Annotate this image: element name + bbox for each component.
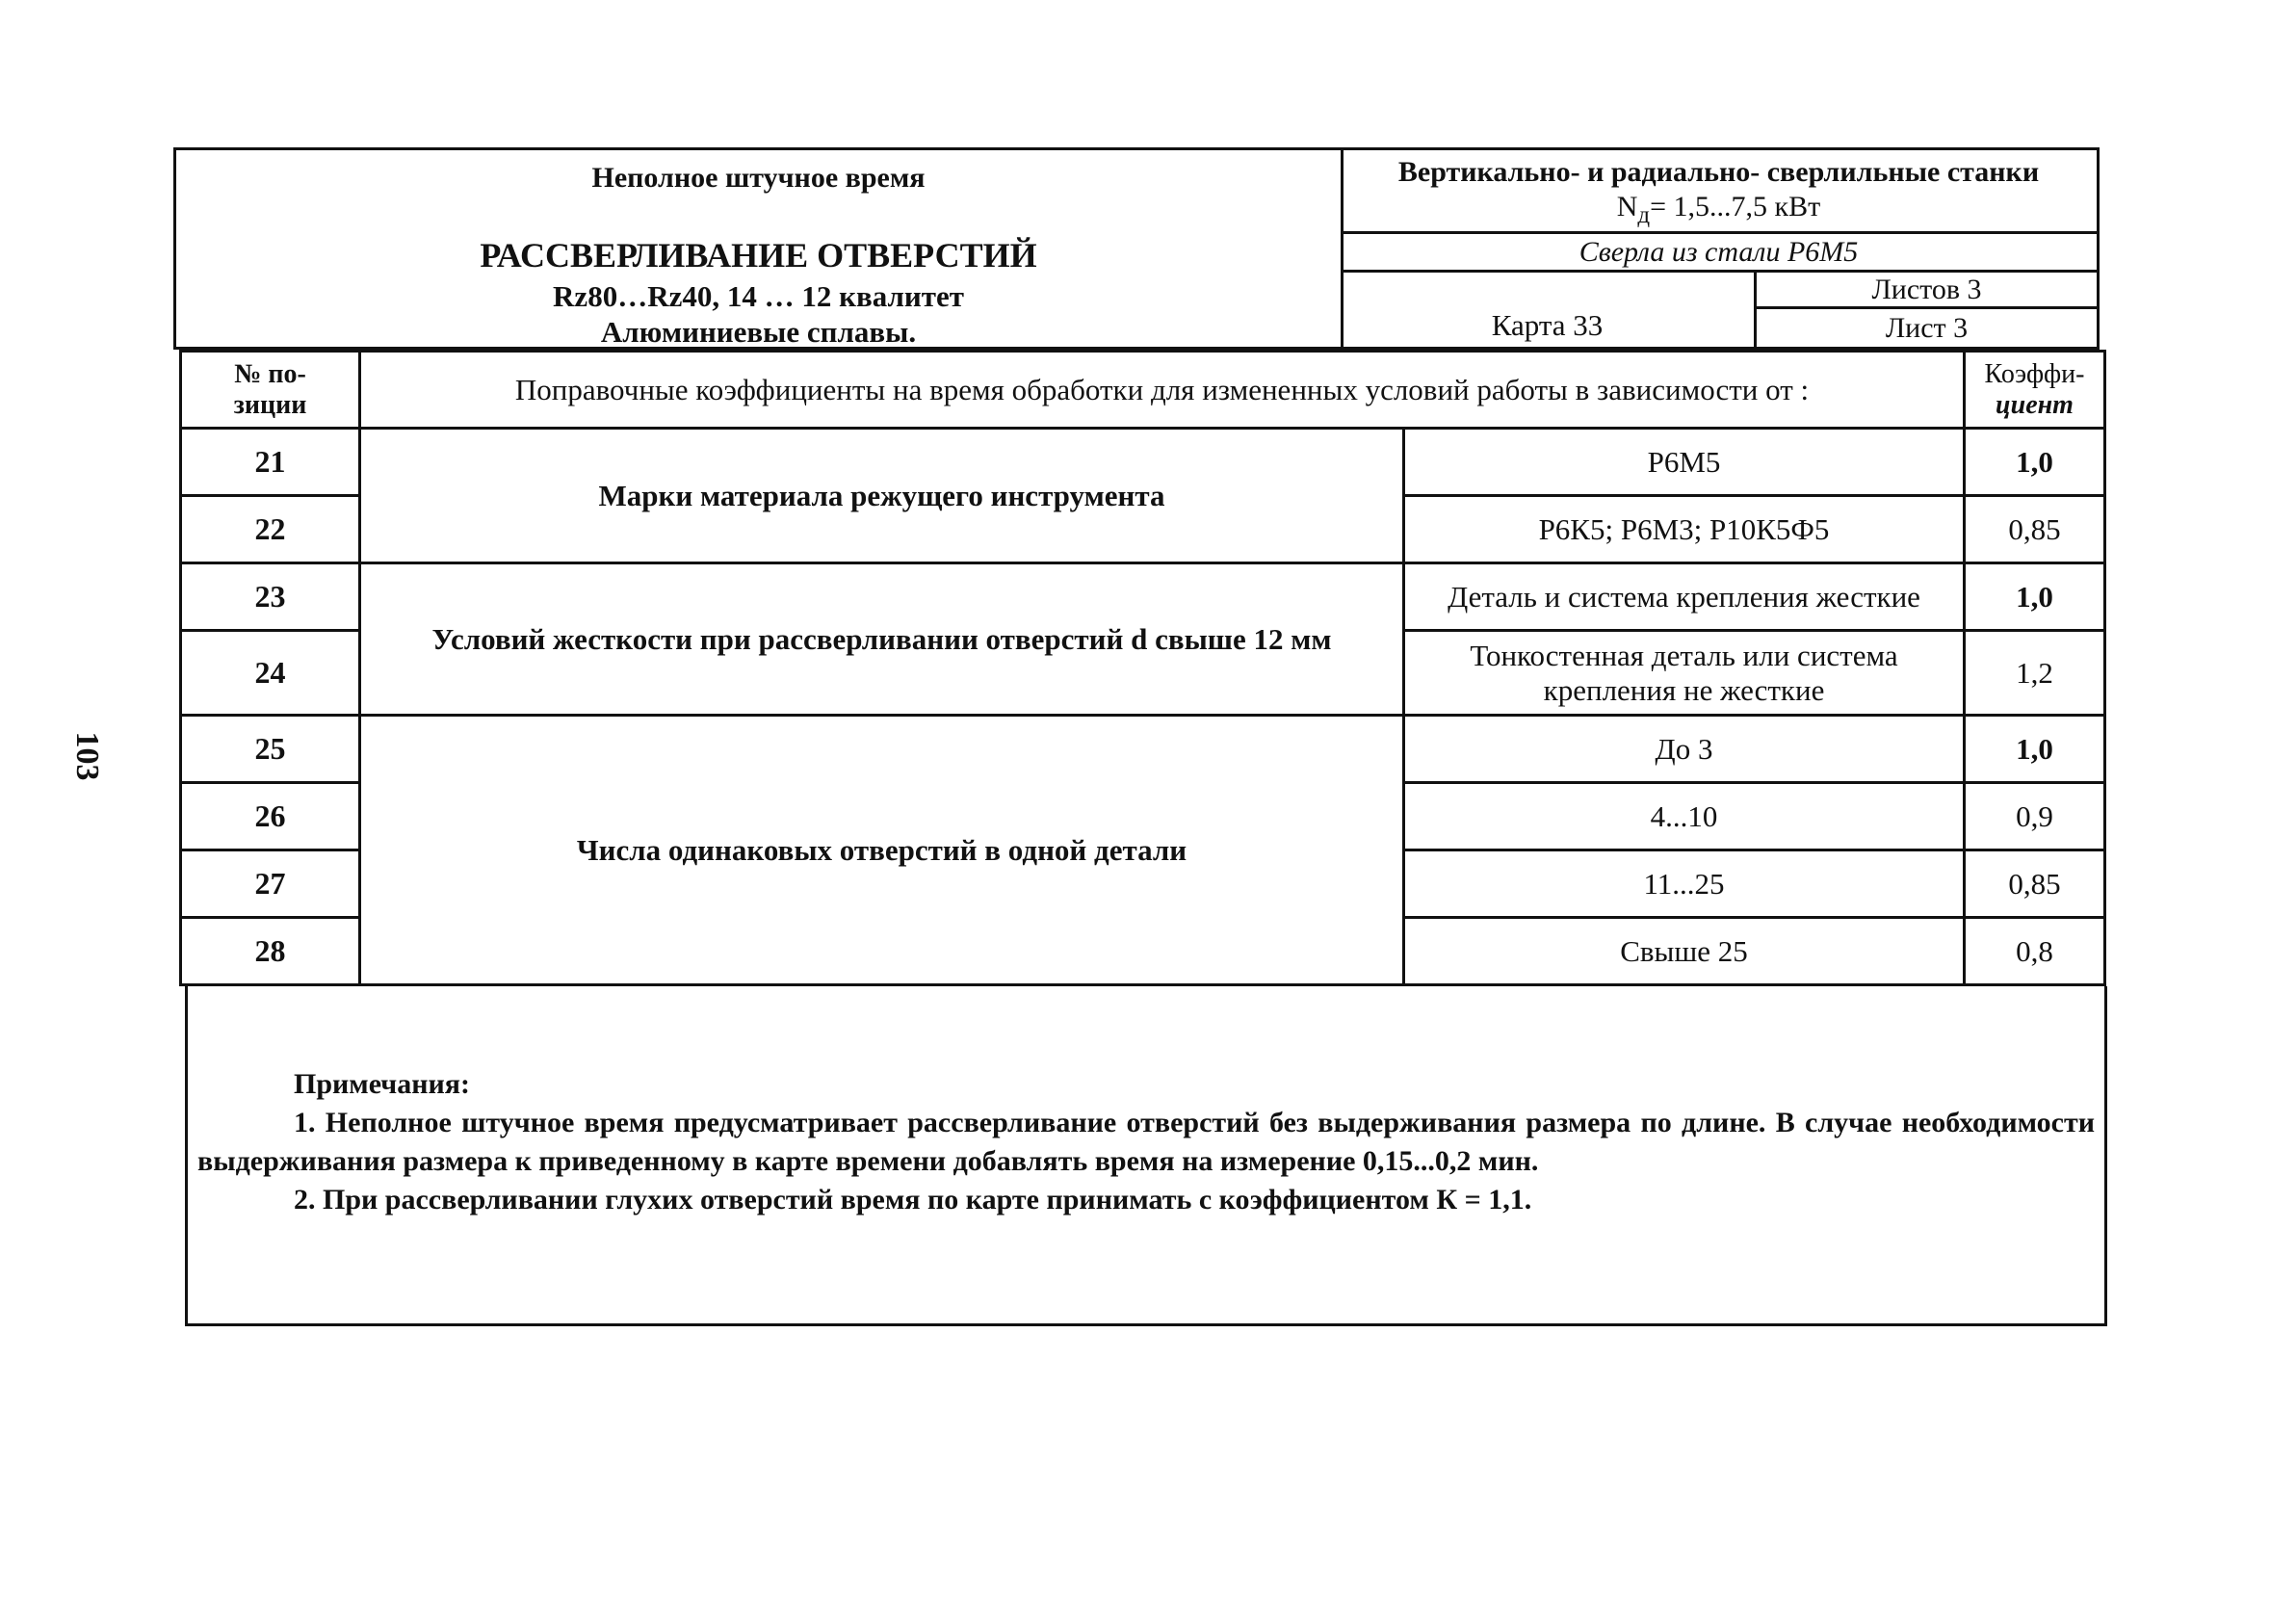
position-cell: 27	[181, 850, 360, 918]
header-factors: Поправочные коэффициенты на время обработки для измененных условий работы в зависимости от :	[360, 352, 1965, 429]
table-row	[181, 716, 2105, 783]
position-cell: 25	[181, 716, 360, 783]
card-header	[173, 147, 2100, 350]
table-header-row	[181, 352, 2105, 429]
coefficient-cell: 1,0	[1965, 563, 2105, 631]
power-symbol: N	[1616, 191, 1638, 222]
coefficient-cell: 0,8	[1965, 918, 2105, 985]
coefficient-cell: 1,2	[1965, 631, 2105, 716]
note-item: 2. При рассверливании глухих отверстий время по карте принимать с коэффициентом К = 1,1.	[294, 1184, 1532, 1216]
coefficient-cell: 0,85	[1965, 850, 2105, 918]
position-cell: 22	[181, 496, 360, 563]
condition-cell: Р6К5; Р6М3; Р10К5Ф5	[1404, 496, 1965, 563]
coefficient-cell: 1,0	[1965, 429, 2105, 496]
factor-cell: Числа одинаковых отверстий в одной детали	[360, 716, 1404, 985]
notes-heading: Примечания:	[294, 1068, 471, 1100]
position-cell: 21	[181, 429, 360, 496]
card-number: Карта 33	[1491, 308, 1604, 342]
coefficients-table	[179, 350, 2106, 986]
condition-cell: Р6М5	[1404, 429, 1965, 496]
power-subscript: д	[1637, 202, 1651, 228]
condition-cell: 4...10	[1404, 783, 1965, 850]
card-number-cell	[1341, 273, 1757, 347]
power-range: = 1,5...7,5 кВт	[1650, 191, 1821, 222]
condition-cell: Деталь и система крепления жесткие	[1404, 563, 1965, 631]
operation-title: РАССВЕРЛИВАНИЕ ОТВЕРСТИЙ	[480, 236, 1037, 275]
notes-content	[197, 1065, 2095, 1219]
machine-power	[1341, 191, 2097, 229]
workpiece-material: Алюминиевые сплавы.	[600, 315, 917, 349]
condition-cell: Тонкостенная деталь или система крепления не жесткие	[1404, 631, 1965, 716]
note-item: 1. Неполное штучное время предусматривает рассверливание отверстий без выдерживания размера по длине. В случае необходимости выдерживания размера к приведенному в карте времени добавлять время на измерение 0,15...0,2 мин.	[197, 1107, 2095, 1177]
sheets-total: Листов 3	[1757, 273, 2097, 309]
coefficient-cell: 0,85	[1965, 496, 2105, 563]
factor-cell: Марки материала режущего инструмента	[360, 429, 1404, 563]
notes-block	[185, 986, 2107, 1326]
coefficient-cell: 1,0	[1965, 716, 2105, 783]
header-position: № по- зиции	[181, 352, 360, 429]
position-cell: 23	[181, 563, 360, 631]
factor-cell: Условий жесткости при рассверливании отверстий d свыше 12 мм	[360, 563, 1404, 716]
header-coefficient: Коэффи- циент	[1965, 352, 2105, 429]
position-cell: 28	[181, 918, 360, 985]
machines-type: Вертикально- и радиально- сверлильные станки	[1397, 156, 2040, 188]
header-title-block	[176, 150, 1344, 347]
condition-cell: Свыше 25	[1404, 918, 1965, 985]
machines-cell	[1341, 150, 2097, 234]
drill-material: Сверла из стали Р6М5	[1341, 234, 2097, 273]
table-row	[181, 563, 2105, 631]
condition-cell: До 3	[1404, 716, 1965, 783]
page-number: 103	[69, 731, 105, 781]
table-row	[181, 429, 2105, 496]
coefficient-cell: 0,9	[1965, 783, 2105, 850]
table-body	[181, 429, 2105, 985]
position-cell: 26	[181, 783, 360, 850]
sheet-number: Лист 3	[1885, 312, 1969, 344]
position-cell: 24	[181, 631, 360, 716]
condition-cell: 11...25	[1404, 850, 1965, 918]
roughness-quality: Rz80…Rz40, 14 … 12 квалитет	[553, 279, 964, 313]
header-subtitle: Неполное штучное время	[591, 162, 926, 194]
header-info-block	[1341, 150, 2097, 347]
